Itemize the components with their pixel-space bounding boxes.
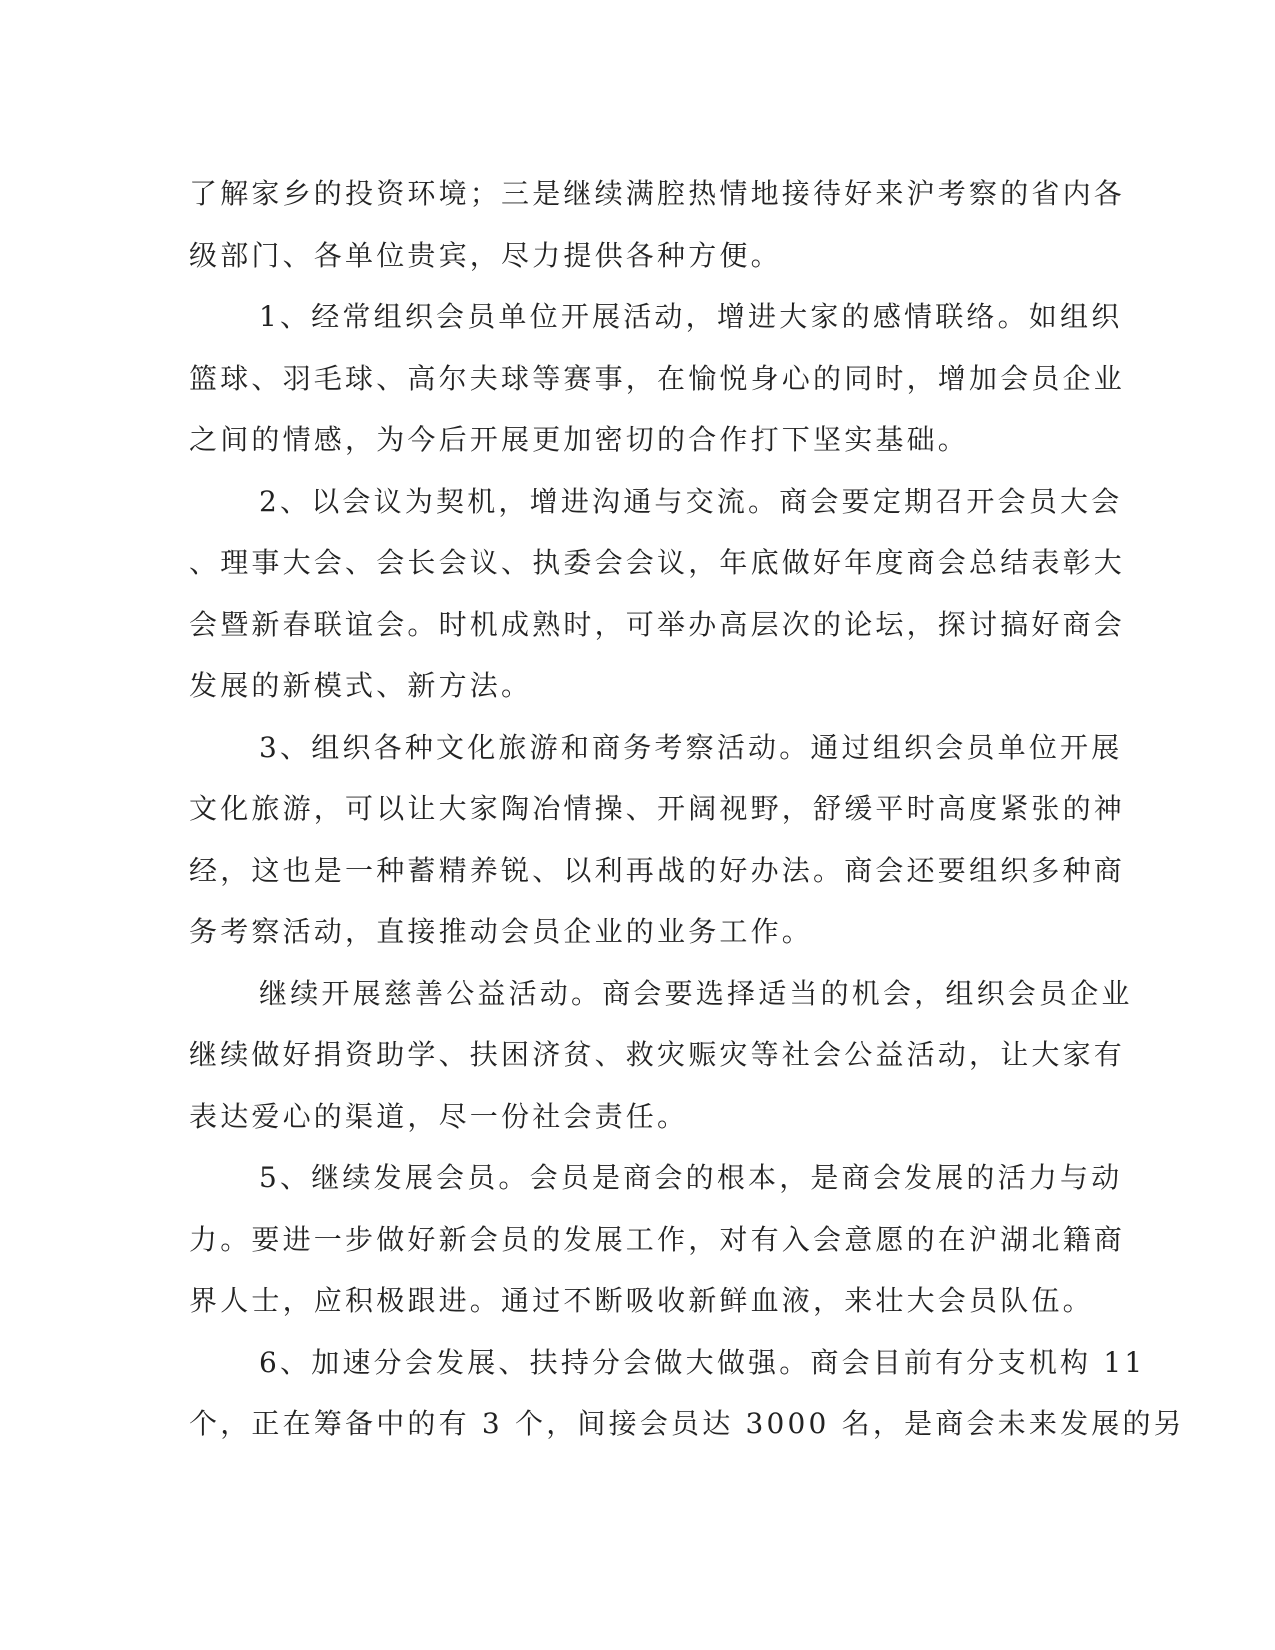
paragraph-first-line: 3、组织各种文化旅游和商务考察活动。通过组织会员单位开展: [259, 730, 1123, 764]
paragraph-first-line: 1、经常组织会员单位开展活动，增进大家的感情联络。如组织: [259, 300, 1123, 333]
text-line: 表达爱心的渠道，尽一份社会责任。: [189, 1099, 689, 1133]
text-line: 经，这也是一种蓄精养锐、以利再战的好办法。商会还要组织多种商: [189, 853, 1126, 887]
paragraph-first-line: 5、继续发展会员。会员是商会的根本，是商会发展的活力与动: [259, 1161, 1123, 1194]
text-line: 个，正在筹备中的有 3 个，间接会员达 3000 名，是商会未来发展的另: [189, 1407, 1185, 1440]
text-line: 界人士，应积极跟进。通过不断吸收新鲜血液，来壮大会员队伍。: [189, 1284, 1094, 1317]
text-line: 继续做好捐资助学、扶困济贫、救灾赈灾等社会公益活动，让大家有: [189, 1038, 1126, 1071]
paragraph-first-line: 继续开展慈善公益活动。商会要选择适当的机会，组织会员企业: [259, 976, 1133, 1010]
text-line: 、理事大会、会长会议、执委会会议，年底做好年度商会总结表彰大: [189, 546, 1126, 579]
text-line: 发展的新模式、新方法。: [189, 669, 533, 702]
text-line: 了解家乡的投资环境；三是继续满腔热情地接待好来沪考察的省内各: [189, 177, 1126, 210]
body-text: [189, 163, 1185, 1455]
text-line: 文化旅游，可以让大家陶冶情操、开阔视野，舒缓平时高度紧张的神: [189, 792, 1126, 825]
paragraph-first-line: 6、加速分会发展、扶持分会做大做强。商会目前有分支机构 11: [259, 1345, 1146, 1379]
text-line: 务考察活动，直接推动会员企业的业务工作。: [189, 915, 814, 948]
text-line: 力。要进一步做好新会员的发展工作，对有入会意愿的在沪湖北籍商: [189, 1222, 1126, 1256]
text-line: 会暨新春联谊会。时机成熟时，可举办高层次的论坛，探讨搞好商会: [189, 607, 1126, 641]
text-line: 篮球、羽毛球、高尔夫球等赛事，在愉悦身心的同时，增加会员企业: [189, 361, 1126, 395]
text-line: 之间的情感，为今后开展更加密切的合作打下坚实基础。: [189, 423, 970, 456]
text-line: 级部门、各单位贵宾，尽力提供各种方便。: [189, 238, 782, 272]
paragraph-first-line: 2、以会议为契机，增进沟通与交流。商会要定期召开会员大会: [259, 484, 1123, 518]
